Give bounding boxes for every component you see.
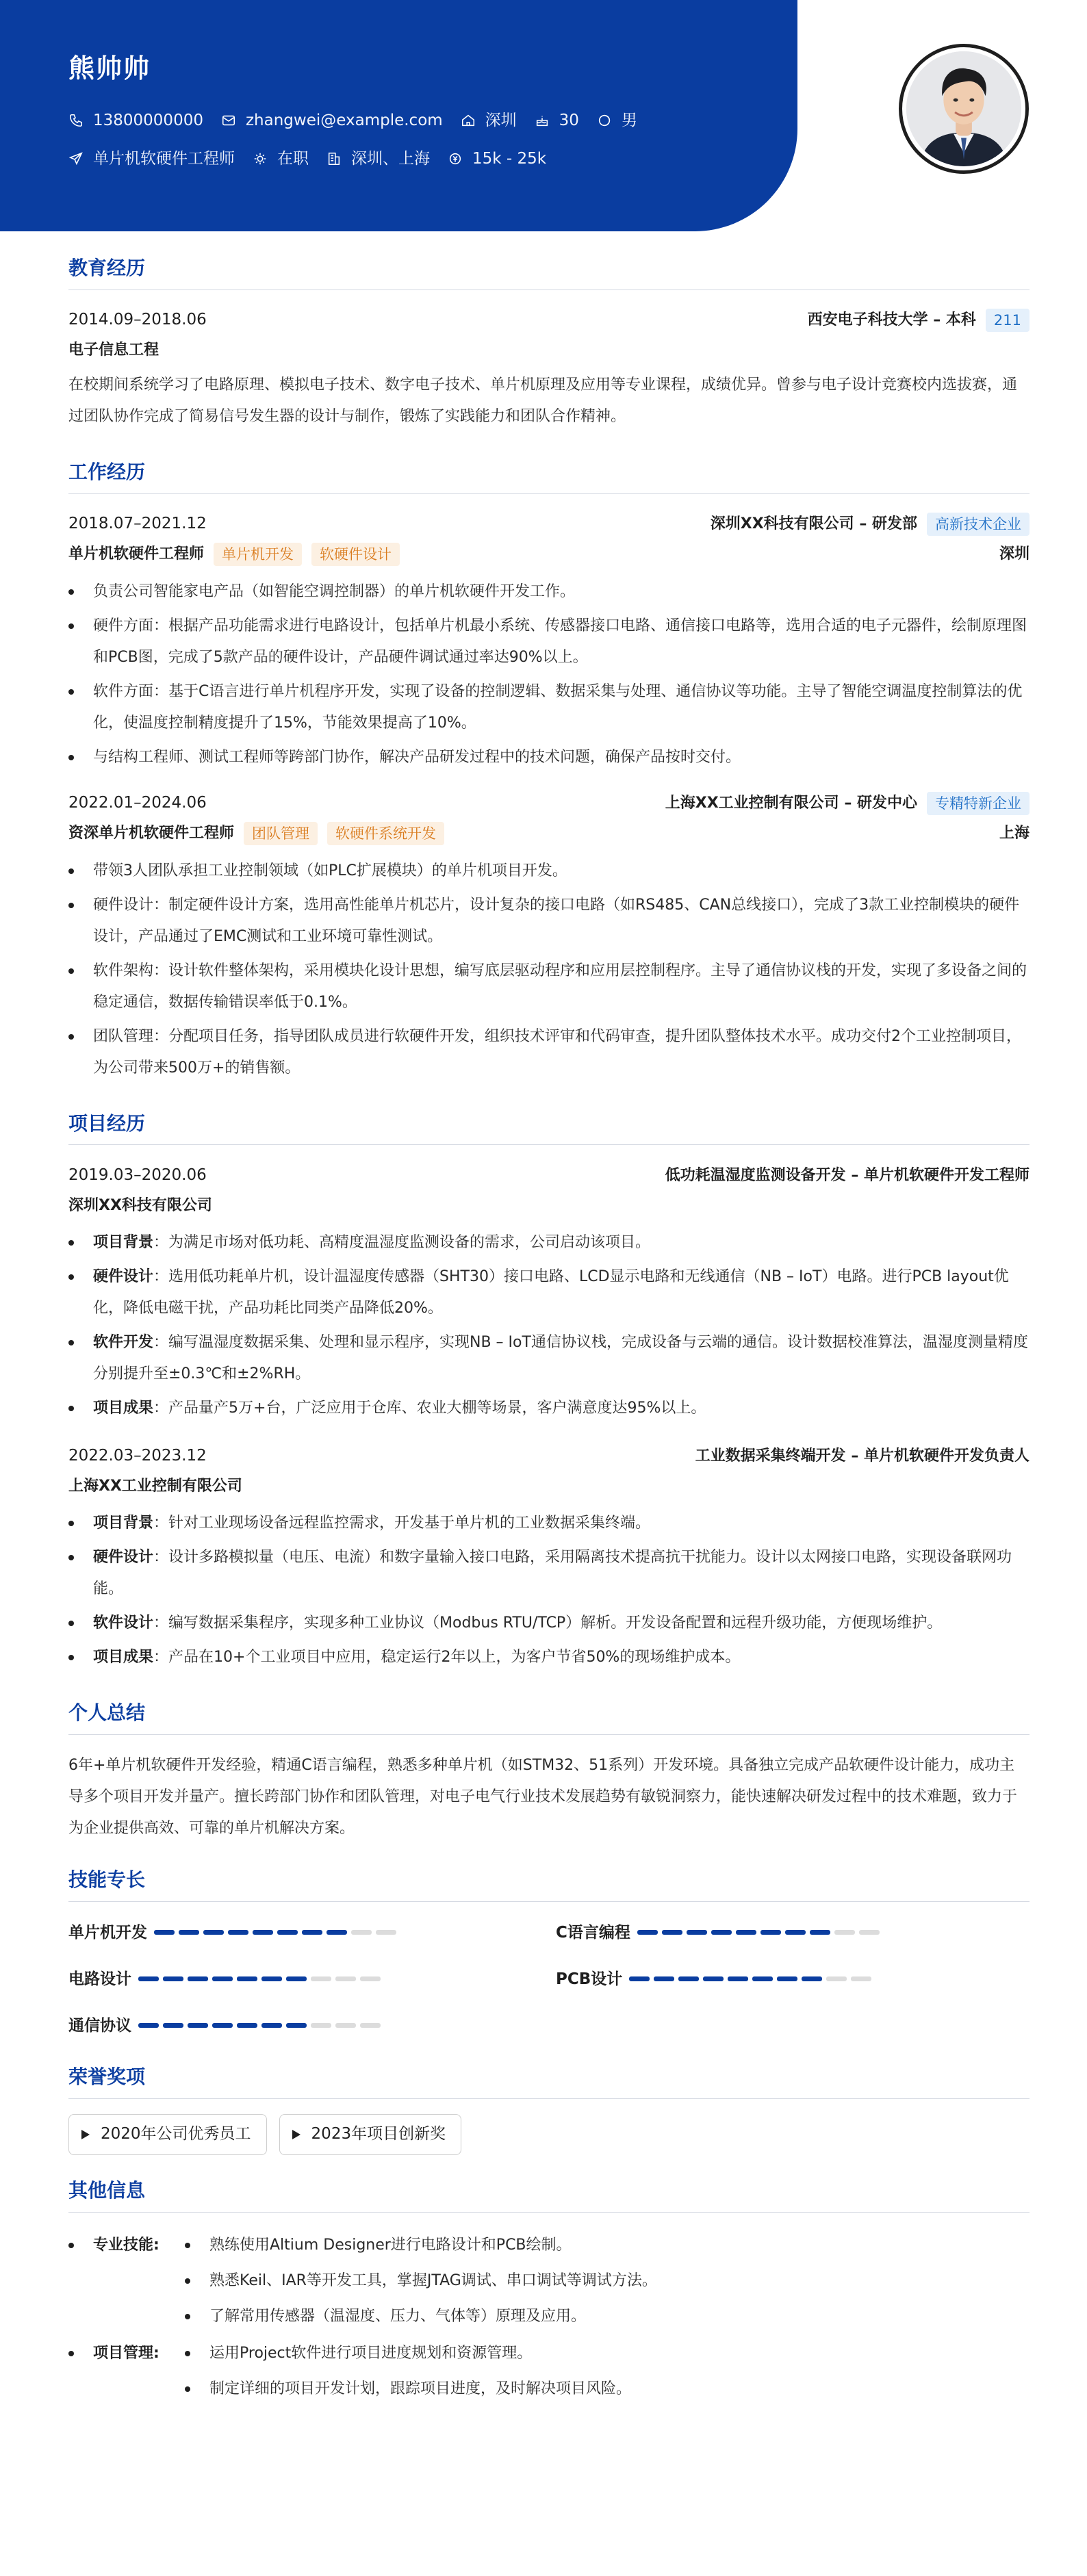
bullet-text: ：选用低功耗单片机，设计温湿度传感器（SHT30）接口电路、LCD显示电路和无线通信（NB – IoT）电路。进行PCB layout优化，降低电磁干扰，产品功耗比同类产品降低20%。	[93, 1268, 1009, 1317]
award-badge	[279, 2114, 462, 2155]
bullet-text: ：编写温湿度数据采集、处理和显示程序，实现NB – IoT通信协议栈，完成设备与云端的通信。设计数据校准算法，温湿度测量精度分别提升至±0.3℃和±2%RH。	[93, 1334, 1028, 1383]
work-position-wrap	[68, 821, 444, 845]
project-bullet	[68, 1542, 1030, 1605]
skill-level-segment	[311, 1976, 331, 1981]
status-icon	[253, 151, 268, 166]
skill-level-segment	[678, 1976, 699, 1981]
project-name-wrap	[695, 1444, 1030, 1468]
project-bullet	[68, 1508, 1030, 1539]
salary-text: 15k - 25k	[472, 150, 547, 168]
skills-title: 技能专长	[68, 1865, 1030, 1902]
skill-level-segment	[212, 2023, 233, 2028]
skill-level-segment	[662, 1930, 682, 1935]
skill-level-segment	[327, 1930, 347, 1935]
send-icon	[68, 151, 84, 166]
project-item	[68, 1441, 1030, 1673]
skill-level-segment	[637, 1930, 658, 1935]
skill-level-segment	[163, 2023, 183, 2028]
project-company: 深圳XX科技有限公司	[68, 1196, 212, 1214]
education-header-row	[68, 305, 1030, 335]
project-bullet	[68, 1608, 1030, 1639]
summary-section	[68, 1698, 1030, 1844]
work-header-row	[68, 788, 1030, 819]
award-label: 2020年公司优秀员工	[101, 2125, 251, 2143]
money-icon	[448, 151, 463, 166]
other-item: 运用Project软件进行项目进度规划和资源管理。	[185, 2336, 631, 2371]
skill-level-segment	[360, 2023, 381, 2028]
skill-level-segment	[286, 1976, 307, 1981]
work-item	[68, 788, 1030, 1084]
skill-level-segment	[736, 1930, 756, 1935]
project-company-wrap	[68, 1474, 242, 1498]
skill-item	[68, 1963, 556, 1995]
other-item: 了解常用传感器（温湿度、压力、气体等）原理及应用。	[185, 2299, 657, 2334]
phone-text: 13800000000	[93, 112, 203, 129]
target-city-text: 深圳、上海	[351, 150, 430, 168]
city-item	[461, 108, 517, 133]
contact-row	[68, 108, 655, 133]
bullet-text: ：针对工业现场设备远程监控需求，开发基于单片机的工业数据采集终端。	[153, 1515, 651, 1532]
skill-level-segment	[360, 1976, 381, 1981]
work-city-wrap	[999, 821, 1030, 845]
work-list	[68, 509, 1030, 1084]
status-text: 在职	[277, 150, 309, 168]
education-section	[68, 253, 1030, 433]
summary-title: 个人总结	[68, 1698, 1030, 1735]
work-date-wrap	[68, 511, 207, 537]
resume-header	[0, 0, 797, 231]
salary-item	[448, 146, 546, 172]
skill-level-segment	[188, 2023, 208, 2028]
skill-level-segment	[703, 1976, 724, 1981]
project-name: 工业数据采集终端开发 – 单片机软硬件开发负责人	[695, 1447, 1030, 1465]
work-city-wrap	[999, 542, 1030, 566]
other-title: 其他信息	[68, 2176, 1030, 2213]
job-item	[68, 146, 235, 172]
bullet-label: 项目背景	[93, 1515, 154, 1532]
resume-content	[68, 253, 1030, 2427]
skill-level-segment	[851, 1976, 871, 1981]
bullet-label: 项目成果	[93, 1649, 154, 1666]
work-bullet: 硬件设计：制定硬件设计方案，选用高性能单片机芯片，设计复杂的接口电路（如RS485、CAN总线接口），完成了3款工业控制模块的硬件设计，产品通过了EMC测试和工业环境可靠性测试。	[68, 890, 1030, 953]
bullet-label: 软件设计	[93, 1614, 154, 1632]
building-icon	[327, 151, 342, 166]
skill-name: C语言编程	[556, 1923, 630, 1942]
skill-level-segment	[311, 2023, 331, 2028]
skill-name: 单片机开发	[68, 1923, 147, 1942]
work-header-row	[68, 509, 1030, 539]
skill-level-segment	[261, 1976, 282, 1981]
play-icon	[81, 2130, 90, 2139]
project-list	[68, 1160, 1030, 1673]
summary-text: 6年+单片机软硬件开发经验，精通C语言编程，熟悉多种单片机（如STM32、51系列）开发环境。具备独立完成产品软硬件设计能力，成功主导多个项目开发并量产。擅长跨部门协作和团队管理，对电子电气行业技术发展趋势有敏锐洞察力，能快速解决研发过程中的技术难题，致力于为企业提供高效、可靠的单片机解决方案。	[68, 1757, 1018, 1838]
project-name-wrap	[665, 1163, 1030, 1187]
skill-level-segment	[760, 1930, 781, 1935]
mail-icon	[221, 113, 236, 128]
skill-name: 通信协议	[68, 2016, 131, 2035]
work-company: 上海XX工业控制有限公司 – 研发中心	[665, 795, 917, 812]
awards-title: 荣誉奖项	[68, 2062, 1030, 2099]
other-item: 制定详细的项目开发计划，跟踪项目进度，及时解决项目风险。	[185, 2371, 631, 2407]
candidate-name: 熊帅帅	[68, 53, 151, 83]
job-intent-row	[68, 146, 564, 172]
skill-level-segment	[785, 1930, 806, 1935]
skill-level-segment	[728, 1976, 748, 1981]
skill-level-segment	[376, 1930, 396, 1935]
work-company-wrap	[665, 791, 1030, 815]
project-company-row	[68, 1471, 1030, 1501]
skill-level-bar	[637, 1930, 884, 1935]
skill-level-segment	[351, 1930, 372, 1935]
bullet-text: ：为满足市场对低功耗、高精度温湿度监测设备的需求，公司启动该项目。	[153, 1234, 651, 1252]
work-bullet: 与结构工程师、测试工程师等跨部门协作，解决产品研发过程中的技术问题，确保产品按时交付。	[68, 742, 1030, 773]
project-bullets	[68, 1508, 1030, 1673]
skill-level-bar	[154, 1930, 400, 1935]
bullet-text: ：产品在10+个工业项目中应用，稳定运行2年以上，为客户节省50%的现场维护成本。	[153, 1649, 741, 1666]
skill-level-segment	[212, 1976, 233, 1981]
school-tag: 211	[986, 309, 1030, 332]
gender-item	[597, 108, 637, 133]
project-bullet	[68, 1261, 1030, 1324]
skill-level-segment	[179, 1930, 199, 1935]
work-position: 单片机软硬件工程师	[68, 545, 205, 563]
education-school: 西安电子科技大学 – 本科	[807, 311, 976, 329]
gender-icon	[597, 113, 612, 128]
skill-level-segment	[277, 1930, 298, 1935]
bullet-label: 软件开发	[93, 1334, 154, 1352]
project-bullet	[68, 1393, 1030, 1424]
status-item	[253, 146, 309, 172]
skill-level-segment	[163, 1976, 183, 1981]
work-city: 深圳	[999, 545, 1030, 563]
age-item	[535, 108, 579, 133]
awards-section	[68, 2062, 1030, 2155]
skill-level-segment	[154, 1930, 175, 1935]
skill-level-segment	[826, 1976, 847, 1981]
skill-level-segment	[810, 1930, 830, 1935]
skill-level-segment	[687, 1930, 707, 1935]
skill-level-segment	[834, 1930, 855, 1935]
project-date: 2019.03–2020.06	[68, 1165, 207, 1184]
city-text: 深圳	[485, 112, 517, 129]
education-major: 电子信息工程	[68, 342, 159, 359]
skill-level-bar	[629, 1976, 875, 1981]
work-bullet: 负责公司智能家电产品（如智能空调控制器）的单片机软硬件开发工作。	[68, 576, 1030, 608]
email-text: zhangwei@example.com	[245, 112, 443, 129]
other-label: 专业技能:	[68, 2228, 185, 2334]
project-company-row	[68, 1190, 1030, 1220]
skill-level-segment	[286, 2023, 307, 2028]
skills-section	[68, 1865, 1030, 2042]
skill-level-segment	[253, 1930, 273, 1935]
work-bullet: 软件方面：基于C语言进行单片机程序开发，实现了设备的控制逻辑、数据采集与处理、通信协议等功能。主导了智能空调温度控制算法的优化，使温度控制精度提升了15%，节能效果提高了10%。	[68, 676, 1030, 739]
target-city-item	[327, 146, 430, 172]
job-text: 单片机软硬件工程师	[93, 150, 235, 168]
skill-level-segment	[237, 2023, 257, 2028]
skill-name: PCB设计	[556, 1970, 623, 1988]
award-badge	[68, 2114, 267, 2155]
awards-list	[68, 2114, 1030, 2155]
work-bullets	[68, 576, 1030, 773]
skill-level-segment	[188, 1976, 208, 1981]
company-tag: 专精特新企业	[927, 792, 1030, 815]
skill-level-segment	[335, 2023, 356, 2028]
skill-level-segment	[629, 1976, 650, 1981]
skill-level-segment	[802, 1976, 822, 1981]
skill-tag: 单片机开发	[214, 543, 302, 566]
work-position-wrap	[68, 542, 400, 566]
phone-icon	[68, 113, 84, 128]
education-desc: 在校期间系统学习了电路原理、模拟电子技术、数字电子技术、单片机原理及应用等专业课程，成绩优异。曾参与电子设计竞赛校内选拔赛，通过团队协作完成了简易信号发生器的设计与制作，锻炼了实践能力和团队合作精神。	[68, 376, 1018, 425]
bullet-label: 项目背景	[93, 1234, 154, 1252]
skills-list	[68, 1917, 1030, 2042]
skill-level-segment	[237, 1976, 257, 1981]
project-header-row	[68, 1441, 1030, 1471]
skill-level-segment	[859, 1930, 880, 1935]
project-bullet	[68, 1642, 1030, 1673]
education-major-row	[68, 335, 1030, 365]
other-group	[68, 2336, 1030, 2407]
work-bullet: 硬件方面：根据产品功能需求进行电路设计，包括单片机最小系统、传感器接口电路、通信接口电路等，选用合适的电子元器件，绘制原理图和PCB图，完成了5款产品的硬件设计，产品硬件调试通过率达90%以上。	[68, 610, 1030, 673]
skill-level-segment	[138, 2023, 159, 2028]
work-section	[68, 457, 1030, 1084]
work-item	[68, 509, 1030, 773]
project-date: 2022.03–2023.12	[68, 1446, 207, 1465]
project-company-wrap	[68, 1194, 212, 1218]
work-bullets	[68, 855, 1030, 1084]
project-date-wrap	[68, 1443, 207, 1469]
project-item	[68, 1160, 1030, 1424]
project-section	[68, 1109, 1030, 1674]
other-items	[185, 2228, 657, 2334]
play-icon	[292, 2130, 300, 2139]
skill-item	[556, 1963, 1030, 1995]
project-bullet	[68, 1327, 1030, 1390]
other-item: 熟练使用Altium Designer进行电路设计和PCB绘制。	[185, 2228, 657, 2263]
bullet-label: 项目成果	[93, 1400, 154, 1417]
skill-level-segment	[752, 1976, 773, 1981]
project-company: 上海XX工业控制有限公司	[68, 1477, 242, 1495]
work-date-wrap	[68, 790, 207, 816]
work-company-wrap	[711, 512, 1030, 536]
bullet-label: 硬件设计	[93, 1268, 154, 1286]
work-company: 深圳XX科技有限公司 – 研发部	[710, 515, 917, 532]
skill-tag: 软硬件系统开发	[327, 822, 444, 845]
skill-level-segment	[711, 1930, 732, 1935]
cake-icon	[535, 113, 550, 128]
project-header-row	[68, 1160, 1030, 1190]
work-title: 工作经历	[68, 457, 1030, 494]
bullet-text: ：编写数据采集程序，实现多种工业协议（Modbus RTU/TCP）解析。开发设备配置和远程升级功能，方便现场维护。	[153, 1614, 943, 1632]
skill-level-segment	[138, 1976, 159, 1981]
skill-item	[556, 1917, 1030, 1948]
email-item	[221, 108, 443, 133]
company-tag: 高新技术企业	[927, 513, 1030, 536]
work-city: 上海	[999, 825, 1030, 842]
bullet-text: ：设计多路模拟量（电压、电流）和数字量输入接口电路，采用隔离技术提高抗干扰能力。设计以太网接口电路，实现设备联网功能。	[93, 1549, 1012, 1598]
skill-tag: 团队管理	[244, 822, 318, 845]
work-position-row	[68, 819, 1030, 849]
skill-level-segment	[261, 2023, 282, 2028]
skill-level-segment	[228, 1930, 248, 1935]
other-item: 熟悉Keil、IAR等开发工具，掌握JTAG调试、串口调试等调试方法。	[185, 2263, 657, 2299]
skill-level-segment	[777, 1976, 797, 1981]
skill-level-segment	[203, 1930, 224, 1935]
other-group	[68, 2228, 1030, 2334]
skill-item	[68, 2010, 556, 2042]
project-name: 低功耗温湿度监测设备开发 – 单片机软硬件开发工程师	[665, 1166, 1030, 1184]
award-label: 2023年项目创新奖	[311, 2125, 446, 2143]
education-title: 教育经历	[68, 253, 1030, 290]
home-icon	[461, 113, 476, 128]
bullet-label: 硬件设计	[93, 1549, 154, 1567]
work-date: 2018.07–2021.12	[68, 515, 207, 533]
work-date: 2022.01–2024.06	[68, 794, 207, 812]
avatar-image	[906, 51, 1021, 166]
phone-item	[68, 108, 203, 133]
project-bullet	[68, 1227, 1030, 1259]
work-position-row	[68, 539, 1030, 569]
other-section	[68, 2176, 1030, 2407]
project-date-wrap	[68, 1163, 207, 1188]
age-text: 30	[559, 112, 579, 129]
skill-name: 电路设计	[68, 1970, 131, 1988]
skill-item	[68, 1917, 556, 1948]
skill-level-bar	[138, 2023, 385, 2028]
profile-photo	[899, 44, 1029, 174]
work-bullet: 带领3人团队承担工业控制领域（如PLC扩展模块）的单片机项目开发。	[68, 855, 1030, 887]
bullet-text: ：产品量产5万+台，广泛应用于仓库、农业大棚等场景，客户满意度达95%以上。	[153, 1400, 706, 1417]
project-title: 项目经历	[68, 1109, 1030, 1146]
skill-level-segment	[654, 1976, 674, 1981]
other-label: 项目管理:	[68, 2336, 185, 2407]
skill-level-segment	[335, 1976, 356, 1981]
other-list	[68, 2228, 1030, 2407]
work-bullet: 团队管理：分配项目任务，指导团队成员进行软硬件开发，组织技术评审和代码审查，提升团队整体技术水平。成功交付2个工业控制项目，为公司带来500万+的销售额。	[68, 1021, 1030, 1084]
skill-level-bar	[138, 1976, 385, 1981]
gender-text: 男	[621, 112, 637, 129]
work-bullet: 软件架构：设计软件整体架构，采用模块化设计思想，编写底层驱动程序和应用层控制程序。主导了通信协议栈的开发，实现了多设备之间的稳定通信，数据传输错误率低于0.1%。	[68, 955, 1030, 1018]
education-date: 2014.09–2018.06	[68, 311, 207, 329]
other-items	[185, 2336, 631, 2407]
skill-level-segment	[302, 1930, 322, 1935]
project-bullets	[68, 1227, 1030, 1424]
skill-tag: 软硬件设计	[311, 543, 400, 566]
work-position: 资深单片机软硬件工程师	[68, 825, 235, 842]
